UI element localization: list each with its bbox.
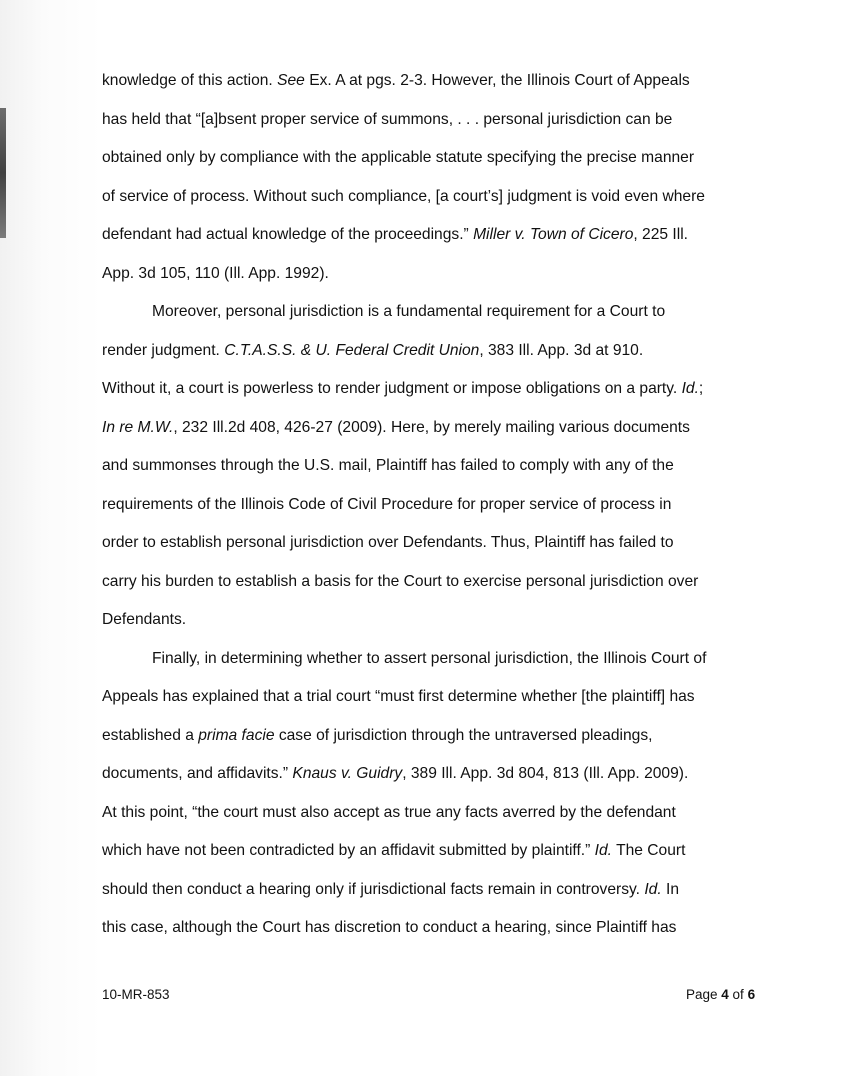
p3-line-2: Appeals has explained that a trial court “must first determine whether [the plaintiff] has	[102, 688, 695, 705]
p3-line-5: At this point, “the court must also accept as true any facts averred by the defendant	[102, 803, 676, 821]
p1-line-2: has held that “[a]bsent proper service of summons, . . . personal jurisdiction can be	[102, 110, 673, 128]
p2-line-6: requirements of the Illinois Code of Civil Procedure for proper service of process in	[102, 495, 672, 513]
p2-line-1: Moreover, personal jurisdiction is a fundamental requirement for a Court to	[152, 303, 666, 320]
p1-line-1: knowledge of this action. See Ex. A at pgs. 2-3. However, the Illinois Court of Appeals	[102, 72, 690, 89]
p3-line-7: should then conduct a hearing only if jurisdictional facts remain in controversy. Id. In	[102, 880, 679, 898]
p3-line-6: which have not been contradicted by an affidavit submitted by plaintiff.” Id. The Court	[102, 842, 686, 859]
scan-edge-mark	[0, 108, 6, 238]
p3-line-4: documents, and affidavits.” Knaus v. Guidry, 389 Ill. App. 3d 804, 813 (Ill. App. 2009).	[102, 765, 689, 782]
p2-line-8: carry his burden to establish a basis for the Court to exercise personal jurisdiction over	[102, 572, 699, 590]
p2-line-2: render judgment. C.T.A.S.S. & U. Federal Credit Union, 383 Ill. App. 3d at 910.	[102, 341, 644, 359]
p3-line-3: established a prima facie case of jurisdiction through the untraversed pleadings,	[102, 726, 653, 744]
document-body	[102, 62, 767, 948]
p1-line-6: App. 3d 105, 110 (Ill. App. 1992).	[102, 264, 329, 282]
p1-line-3: obtained only by compliance with the applicable statute specifying the precise manner	[102, 149, 695, 166]
p2-line-3: Without it, a court is powerless to render judgment or impose obligations on a party. Id.;	[102, 380, 704, 397]
p1-line-5: defendant had actual knowledge of the proceedings.” Miller v. Town of Cicero, 225 Ill.	[102, 226, 688, 243]
page-number: Page 4 of 6	[686, 987, 756, 1002]
p2-line-4: In re M.W., 232 Ill.2d 408, 426-27 (2009). Here, by merely mailing various documents	[102, 418, 690, 436]
p1-line-4: of service of process. Without such compliance, [a court’s] judgment is void even where	[102, 187, 705, 205]
p2-line-9: Defendants.	[102, 611, 187, 628]
case-number: 10-MR-853	[102, 987, 170, 1002]
p3-line-1: Finally, in determining whether to assert personal jurisdiction, the Illinois Court of	[152, 649, 707, 667]
p3-line-8: this case, although the Court has discretion to conduct a hearing, since Plaintiff has	[102, 919, 677, 936]
p2-line-5: and summonses through the U.S. mail, Plaintiff has failed to comply with any of the	[102, 457, 674, 474]
p2-line-7: order to establish personal jurisdiction over Defendants. Thus, Plaintiff has failed to	[102, 534, 674, 551]
